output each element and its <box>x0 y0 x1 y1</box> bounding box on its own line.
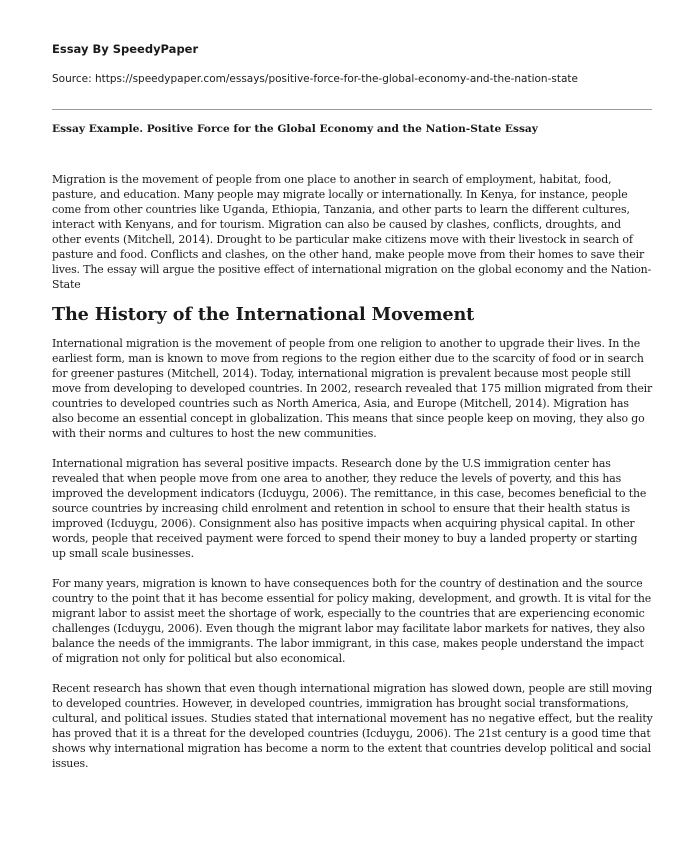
body-paragraph: International migration is the movement of people from one religion to another to upgrade their lives. In the earliest form, man is known to move from regions to the region either due to the scarcity of food or in search for greener pastures (Mitchell, 2014). Today, international migration is prevalent because most people still move from developing to developed countries. In 2002, research revealed that 175 million migrated from their countries to developed countries such as North America, Asia, and Europe (Mitchell, 2014). Migration has also become an essential concept in globalization. This means that since people keep on moving, they also go with their norms and cultures to host the new communities. <box>52 337 653 440</box>
document-header <box>52 42 652 86</box>
essay-body <box>52 172 653 786</box>
body-paragraph: International migration has several positive impacts. Research done by the U.S immigration center has revealed that when people move from one area to another, they reduce the levels of poverty, and this has improved the development indicators (Icduygu, 2006). The remittance, in this case, becomes beneficial to the source countries by increasing child enrolment and retention in school to ensure that their health status is improved (Icduygu, 2006). Consignment also has positive impacts when acquiring physical capital. In other words, people that received payment were forced to spend their money to buy a landed property or starting up small scale businesses. <box>52 457 647 560</box>
body-paragraph: Recent research has shown that even though international migration has slowed down, people are still moving to developed countries. However, in developed countries, immigration has brought social transformations, cultural, and political issues. Studies stated that international movement has no negative effect, but the reality has proved that it is a threat for the developed countries (Icduygu, 2006). The 21st century is a good time that shows why international migration has become a norm to the extent that countries develop political and social issues. <box>52 682 653 770</box>
body-paragraph: For many years, migration is known to have consequences both for the country of destination and the source country to the point that it has become essential for policy making, development, and growth. It is vital for the migrant labor to assist meet the shortage of work, especially to the countries that are experiencing economic challenges (Icduygu, 2006). Even though the migrant labor may facilitate labor markets for natives, they also balance the needs of the immigrants. The labor immigrant, in this case, makes people understand the impact of migration not only for political but also economical. <box>52 577 652 665</box>
essay-title: Essay Example. Positive Force for the Global Economy and the Nation-State Essay <box>52 123 538 135</box>
header-divider <box>52 109 652 110</box>
source-line: Source: https://speedypaper.com/essays/positive-force-for-the-global-economy-and-the-nation-state <box>52 73 578 85</box>
brand-label: Essay By SpeedyPaper <box>52 42 199 56</box>
section-heading: The History of the International Movement <box>52 304 475 325</box>
intro-paragraph: Migration is the movement of people from one place to another in search of employment, habitat, food, pasture, and education. Many people may migrate locally or internationally. In Kenya, for instance, people come from other countries like Uganda, Ethiopia, Tanzania, and other parts to learn the different cultures, interact with Kenyans, and for tourism. Migration can also be caused by clashes, conflicts, droughts, and other events (Mitchell, 2014). Drought to be particular make citizens move with their livestock in search of pasture and food. Conflicts and clashes, on the other hand, make people move from their homes to save their lives. The essay will argue the positive effect of international migration on the global economy and the Nation-State <box>52 173 652 291</box>
